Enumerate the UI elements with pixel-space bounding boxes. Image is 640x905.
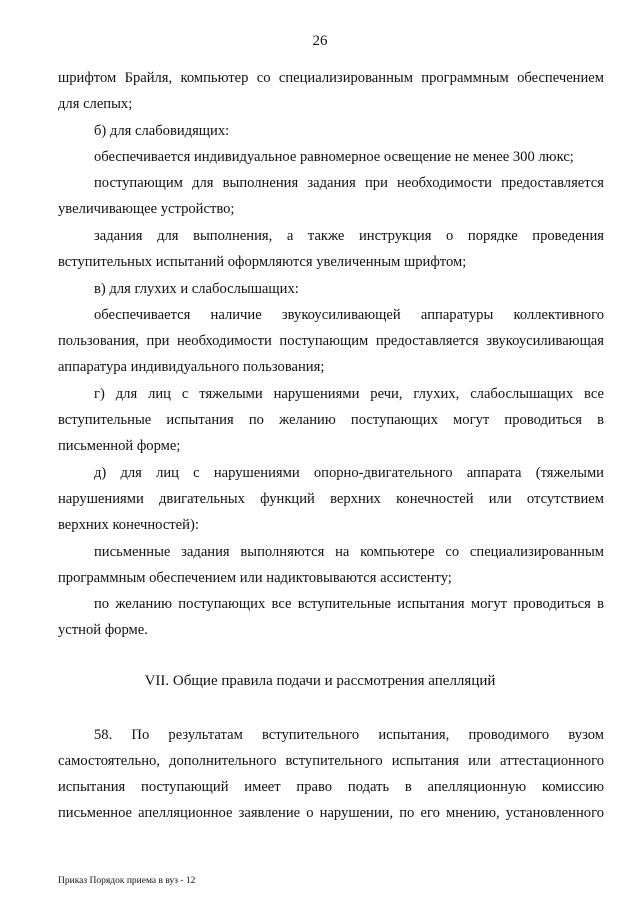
text-line: аппаратура индивидуального пользования; bbox=[58, 359, 325, 375]
section-heading: VII. Общие правила подачи и рассмотрения апелляций bbox=[144, 673, 496, 689]
text-line: обеспечивается индивидуальное равномерное освещение не менее 300 люкс; bbox=[94, 149, 574, 165]
text-line: письменные задания выполняются на компьютере со специализированным bbox=[94, 544, 604, 560]
text-line: письменной форме; bbox=[58, 438, 181, 454]
text-line: г) для лиц с тяжелыми нарушениями речи, глухих, слабослышащих все bbox=[94, 386, 604, 402]
text-line: по желанию поступающих все вступительные испытания могут проводиться в bbox=[94, 596, 604, 612]
paragraph-58-line: самостоятельно, дополнительного вступительного испытания или аттестационного bbox=[58, 753, 604, 769]
text-line: поступающим для выполнения задания при необходимости предоставляется bbox=[94, 175, 604, 191]
text-line: шрифтом Брайля, компьютер со специализированным программным обеспечением bbox=[58, 70, 604, 86]
text-line: обеспечивается наличие звукоусиливающей аппаратуры коллективного bbox=[94, 307, 604, 323]
paragraph-58-line: письменное апелляционное заявление о нарушении, по его мнению, установленного bbox=[58, 805, 604, 821]
paragraph-58-line: испытания поступающий имеет право подать в апелляционную комиссию bbox=[58, 779, 604, 795]
page-number: 26 bbox=[312, 33, 328, 49]
text-line: верхних конечностей): bbox=[58, 517, 199, 533]
text-line: задания для выполнения, а также инструкция о порядке проведения bbox=[94, 228, 604, 244]
text-line: в) для глухих и слабослышащих: bbox=[94, 281, 299, 297]
text-line: вступительные испытания по желанию поступающих могут проводиться в bbox=[58, 412, 604, 428]
text-line: вступительных испытаний оформляются увеличенным шрифтом; bbox=[58, 254, 467, 270]
text-line: для слепых; bbox=[58, 96, 133, 112]
text-line: д) для лиц с нарушениями опорно-двигательного аппарата (тяжелыми bbox=[94, 465, 604, 481]
text-line: б) для слабовидящих: bbox=[94, 123, 230, 139]
text-line: нарушениями двигательных функций верхних конечностей или отсутствием bbox=[58, 491, 604, 507]
text-line: устной форме. bbox=[58, 622, 148, 638]
text-line: программным обеспечением или надиктовываются ассистенту; bbox=[58, 570, 452, 586]
paragraph-58-line: 58. По результатам вступительного испытания, проводимого вузом bbox=[94, 727, 604, 743]
text-line: пользования, при необходимости поступающим предоставляется звукоусиливающая bbox=[58, 333, 604, 349]
text-line: увеличивающее устройство; bbox=[58, 201, 235, 217]
footer-note: Приказ Порядок приема в вуз - 12 bbox=[58, 876, 196, 886]
